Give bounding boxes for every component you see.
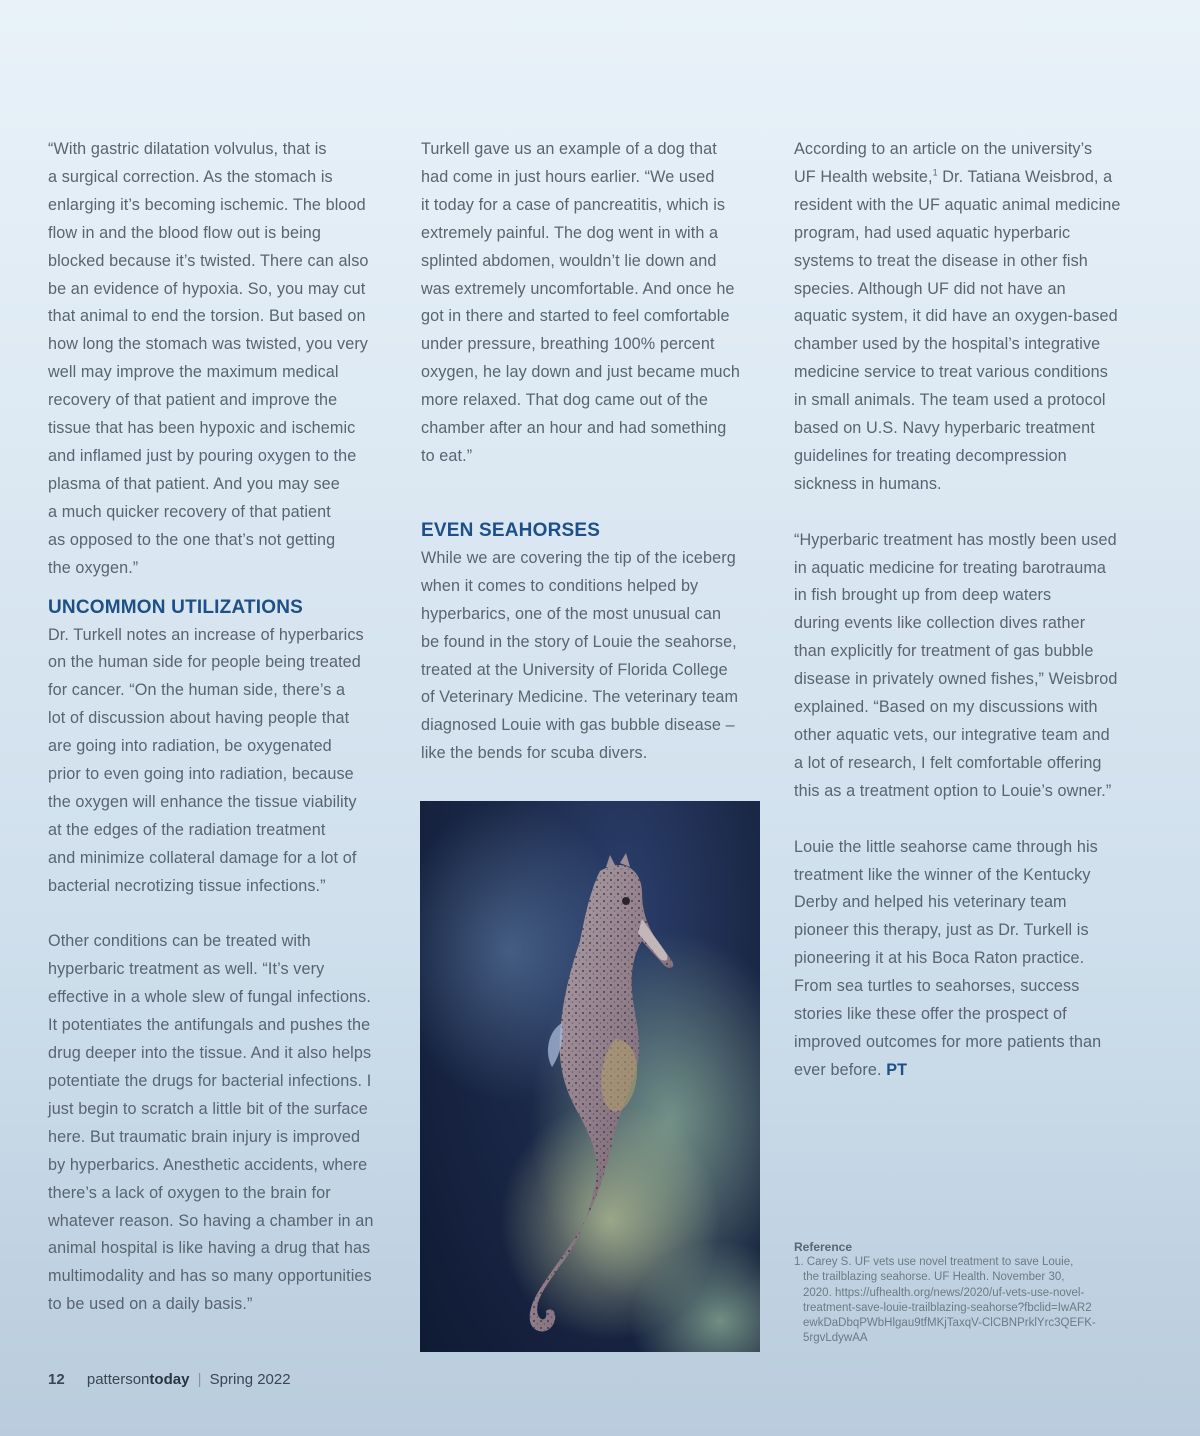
article-column-3 (794, 136, 1144, 1085)
references-section (794, 1240, 1134, 1346)
body-text: Dr. Tatiana Weisbrod, a resident with the UF aquatic animal medicine program, had used aquatic hyperbaric systems to treat the disease in other fish species. Although UF did not have an aquatic system, it did have an oxygen-based chamber used by the hospital’s integrative medicine service to treat various conditions in small animals. The team used a protocol based on U.S. Navy hyperbaric treatment guidelines for treating decompression sickness in humans. (794, 167, 1121, 493)
reference-item: 1. Carey S. UF vets use novel treatment to save Louie, the trailblazing seahorse. UF Health. November 30, 2020. https://ufhealth.org/news/2020/uf-vets-use-novel- treatment-save-louie-trailblazing-seahorse?fbclid=IwAR2 ewkDaDbqPWbHlgau9tfMKjTaxqV-ClCBNPrklYrc3QEFK- 5rgvLdywAA (794, 1256, 1096, 1345)
page-number: 12 (48, 1371, 65, 1388)
body-paragraph: “With gastric dilatation volvulus, that is a surgical correction. As the stomach is enlarging it’s becoming ischemic. The blood flow in and the blood flow out is being blocked because it’s twisted. There can also be an evidence of hypoxia. So, you may cut that animal to end the torsion. But based on how long the stomach was twisted, you very well may improve the maximum medical recovery of that patient and improve the tissue that has been hypoxic and ischemic and inflamed just by pouring oxygen to the plasma of that patient. And you may see a much quicker recovery of that patient as opposed to the one that’s not getting the oxygen.” (48, 140, 369, 577)
brand-name-bold: today (149, 1371, 190, 1388)
body-paragraph: “Hyperbaric treatment has mostly been used in aquatic medicine for treating barotrauma in fish brought up from deep waters during events like collection dives rather than explicitly for treatment of gas bubble disease in privately owned fishes,” Weisbrod explained. “Based on my discussions with other aquatic vets, our integrative team and a lot of research, I felt comfortable offering this as a treatment option to Louie’s owner.” (794, 530, 1118, 800)
end-mark: PT (886, 1060, 908, 1079)
footer-separator: | (197, 1371, 202, 1388)
body-paragraph: Dr. Turkell notes an increase of hyperbarics on the human side for people being treated for cancer. “On the human side, there’s a lot of discussion about having people that are going into radiation, be oxygenated prior to even going into radiation, because the oxygen will enhance the tissue viability at the edges of the radiation treatment and minimize collateral damage for a lot of bacterial necrotizing tissue infections.” (48, 625, 364, 895)
footnote-marker: 1 (932, 167, 938, 178)
seahorse-photo (420, 801, 760, 1352)
section-heading-even-seahorses: EVEN SEAHORSES (421, 519, 601, 541)
references-title: Reference (794, 1240, 853, 1254)
body-paragraph: Turkell gave us an example of a dog that had come in just hours earlier. “We used it today for a case of pancreatitis, which is extremely painful. The dog went in with a splinted abdomen, wouldn’t lie down and was extremely uncomfortable. And once he got in there and started to feel comfortable under pressure, breathing 100% percent oxygen, he lay down and just became much more relaxed. That dog came out of the chamber after an hour and had something to eat.” (421, 140, 740, 465)
brand-name-light: patterson (86, 1371, 150, 1388)
body-text: According to an article on the university’s UF Health website, (794, 140, 1093, 186)
page-footer (48, 1371, 291, 1388)
article-column-2 (421, 136, 766, 768)
issue-label: Spring 2022 (209, 1371, 291, 1388)
body-paragraph (794, 136, 1144, 499)
body-paragraph: Other conditions can be treated with hyperbaric treatment as well. “It’s very effective in a whole slew of fungal infections. It potentiates the antifungals and pushes the drug deeper into the tissue. And it also helps potentiate the drugs for bacterial infections. I just begin to scratch a little bit of the surface here. But traumatic brain injury is improved by hyperbarics. Anesthetic accidents, where there’s a lack of oxygen to the brain for whatever reason. So having a chamber in an animal hospital is like having a drug that has multimodality and has so many opportunities to be used on a daily basis.” (48, 932, 374, 1314)
article-column-1 (48, 136, 393, 1319)
body-paragraph: While we are covering the tip of the iceberg when it comes to conditions helped by hyperbarics, one of the most unusual can be found in the story of Louie the seahorse, treated at the University of Florida College of Veterinary Medicine. The veterinary team diagnosed Louie with gas bubble disease – like the bends for scuba divers. (421, 548, 739, 763)
body-paragraph (794, 834, 1144, 1085)
body-text: Louie the little seahorse came through his treatment like the winner of the Kentucky Derby and helped his veterinary team pioneer this therapy, just as Dr. Turkell is pioneering it at his Boca Raton practice. From sea turtles to seahorses, success stories like these offer the prospect of improved outcomes for more patients than ever before. (794, 837, 1102, 1079)
section-heading-uncommon-utilizations: UNCOMMON UTILIZATIONS (48, 596, 304, 618)
